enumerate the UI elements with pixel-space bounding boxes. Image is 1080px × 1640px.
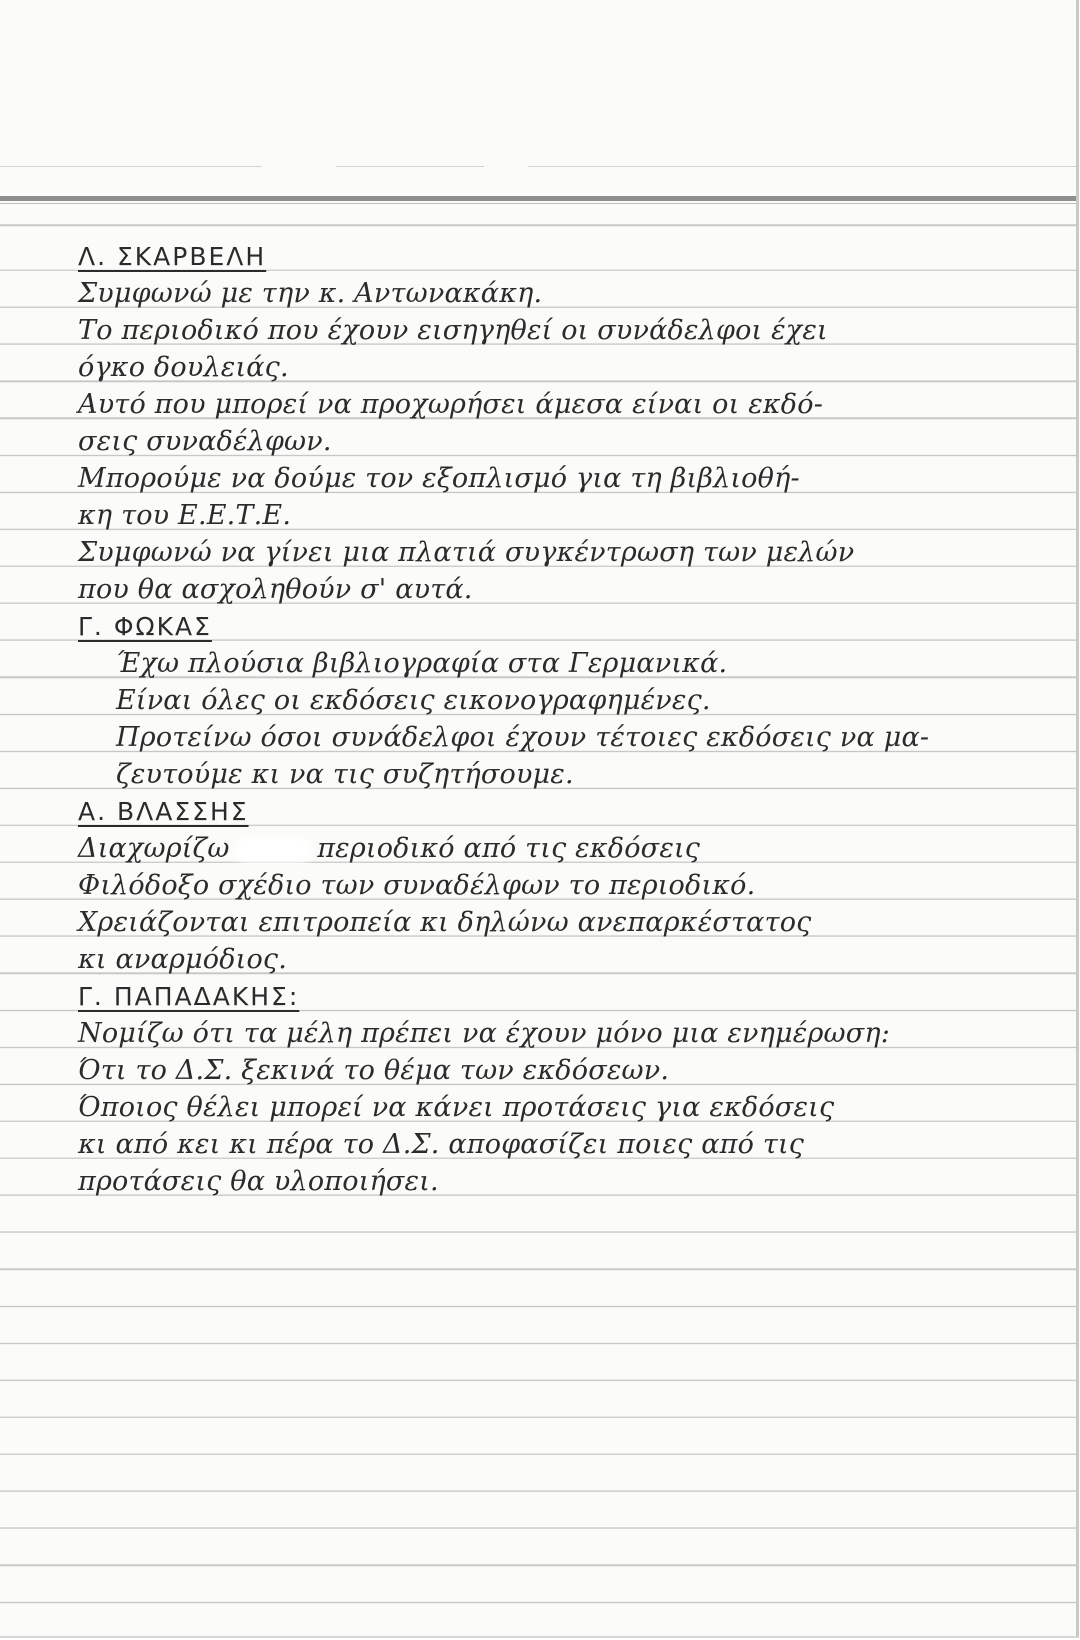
- text-line: Χρειάζονται επιτροπεία κι δηλώνω ανεπαρκέστατος: [78, 907, 812, 938]
- text-line: Ότι το Δ.Σ. ξεκινά το θέμα των εκδόσεων.: [78, 1055, 670, 1086]
- text-line: Μπορούμε να δούμε τον εξοπλισμό για τη βιβλιοθή-: [78, 463, 800, 494]
- speaker-name: Γ. ΦΩΚΑΣ: [78, 612, 212, 641]
- text-line: σεις συναδέλφων.: [78, 426, 332, 457]
- text-segment: Διαχωρίζω: [78, 833, 230, 864]
- text-line: Αυτό που μπορεί να προχωρήσει άμεσα είναι οι εκδό-: [78, 389, 824, 420]
- text-line: Συμφωνώ με την κ. Αντωνακάκη.: [78, 278, 543, 309]
- top-rule: [0, 196, 1076, 201]
- text-line: Έχω πλούσια βιβλιογραφία στα Γερμανικά.: [116, 648, 728, 679]
- text-line: Προτείνω όσοι συνάδελφοι έχουν τέτοιες εκδόσεις να μα-: [116, 722, 930, 753]
- top-rule-light: [0, 203, 1076, 204]
- text-line: κι αναρμόδιος.: [78, 944, 288, 975]
- speaker-name: Γ. ΠΑΠΑΔΑΚΗΣ:: [78, 982, 300, 1011]
- faint-rule: [528, 166, 1076, 167]
- text-segment: περιοδικό από τις εκδόσεις: [317, 833, 701, 864]
- speaker-name: Λ. ΣΚΑΡΒΕΛΗ: [78, 242, 267, 271]
- text-line: που θα ασχοληθούν σ' αυτά.: [78, 574, 473, 605]
- text-line: κι από κει κι πέρα το Δ.Σ. αποφασίζει ποιες από τις: [78, 1129, 805, 1160]
- text-line: Συμφωνώ να γίνει μια πλατιά συγκέντρωση των μελών: [78, 537, 855, 568]
- page-header-area: [0, 0, 1076, 196]
- speaker-name: Α. ΒΛΑΣΣΗΣ: [78, 797, 249, 826]
- faint-rule: [336, 166, 484, 167]
- text-line: Είναι όλες οι εκδόσεις εικονογραφημένες.: [116, 685, 711, 716]
- text-line: Όποιος θέλει μπορεί να κάνει προτάσεις για εκδόσεις: [78, 1092, 835, 1123]
- text-line: Το περιοδικό που έχουν εισηγηθεί οι συνάδελφοι έχει: [78, 315, 828, 346]
- redaction-mark: [238, 841, 308, 859]
- text-line: Νομίζω ότι τα μέλη πρέπει να έχουν μόνο μια ενημέρωση:: [78, 1018, 891, 1049]
- text-line: Φιλόδοξο σχέδιο των συναδέλφων το περιοδικό.: [78, 870, 756, 901]
- text-line: προτάσεις θα υλοποιήσει.: [78, 1166, 439, 1197]
- faint-rule: [0, 166, 262, 167]
- text-line: [78, 830, 700, 867]
- text-line: όγκο δουλειάς.: [78, 352, 289, 383]
- text-line: κη του Ε.Ε.Τ.Ε.: [78, 500, 292, 531]
- text-line: ζευτούμε κι να τις συζητήσουμε.: [116, 759, 574, 790]
